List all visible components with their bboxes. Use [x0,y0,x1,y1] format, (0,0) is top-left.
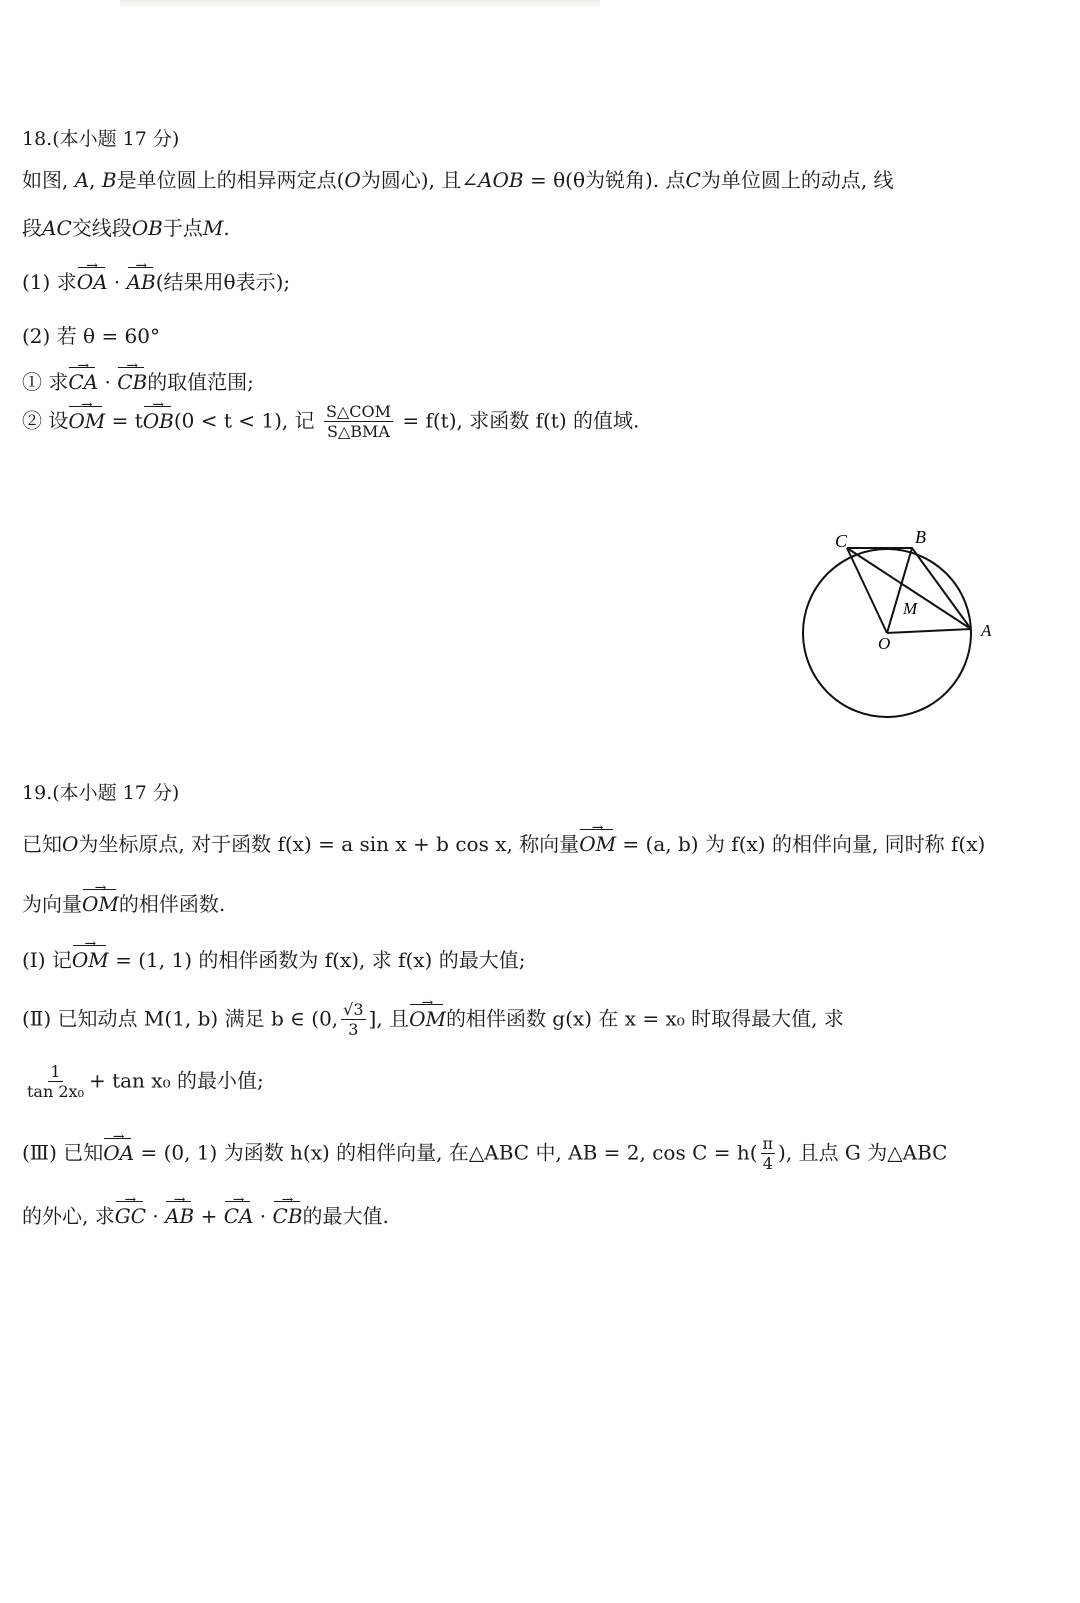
text: (1) 求 [22,270,77,294]
fraction-numerator: S△COM [325,402,391,421]
text: 于点 [162,216,203,240]
text: ② 设 [22,408,69,433]
plus: + [194,1204,224,1228]
text: 为向量 [22,892,82,916]
unit-circle-figure [795,522,1005,722]
label-b: B [915,527,926,547]
text: ① 求 [22,370,69,394]
point-o: O [344,168,361,192]
vector-om: → OM [68,411,105,431]
text: 为坐标原点, 对于函数 f(x) = a sin x + b cos x, 称向量 [78,832,580,856]
one-over-tan-fraction [25,1064,86,1100]
text: . [223,216,230,240]
vector-ca: → CA [68,372,98,392]
text: 已知 [22,832,62,856]
text: ], 且 [368,1006,410,1031]
text: 的相伴函数. [118,892,226,916]
text: (结果用θ表示); [155,270,291,294]
text: (Ⅲ) 已知 [22,1140,104,1165]
vector-om: → OM [409,1009,446,1029]
text: 交线段 [71,216,132,240]
q19-part3 [22,1136,947,1172]
q18-points: (本小题 17 分) [52,128,180,150]
text: 段 [22,216,42,240]
dot: · [253,1204,273,1228]
text: 的相伴函数 g(x) 在 x = x₀ 时取得最大值, 求 [445,1006,844,1031]
angle-aob: AOB [478,168,524,192]
fraction-numerator: √3 [343,1000,364,1019]
q18-sub1 [22,372,254,392]
text: = f(t), 求函数 f(t) 的值域. [395,408,640,433]
text: , [89,168,96,192]
fraction-numerator: 1 [50,1062,61,1081]
point-a: A [74,168,90,192]
text: = (1, 1) 的相伴函数为 f(x), 求 f(x) 的最大值; [108,948,526,972]
text: = (0, 1) 为函数 h(x) 的相伴向量, 在△ABC 中, AB = 2, cos C = h( [134,1140,758,1165]
q19-number: 19. [22,782,53,804]
vector-ca: → CA [224,1206,254,1226]
segment-ob: OB [131,216,163,240]
label-a: A [981,621,992,640]
q19-part1 [22,950,525,970]
text: 为单位圆上的动点, 线 [700,168,894,192]
text: ), 且点 G 为△ABC [778,1140,948,1165]
fraction-denominator: S△BMA [326,422,390,441]
vector-oa: → OA [77,272,108,292]
dot: · [146,1204,166,1228]
area-ratio-fraction [324,404,393,440]
text: 是单位圆上的相异两定点( [116,168,345,192]
q19-heading [22,784,179,803]
q19-points: (本小题 17 分) [52,782,180,804]
text: 的最大值. [302,1204,389,1228]
point-b: B [101,168,117,192]
vector-ob: → OB [143,411,174,431]
q19-stem-line2 [22,894,225,914]
q18-sub2 [22,404,639,440]
text: (0 < t < 1), 记 [173,408,315,433]
dot: · [98,370,118,394]
vector-om: → OM [579,834,616,854]
fraction-denominator: 3 [348,1020,359,1039]
vector-ab: → AB [165,1206,194,1226]
q18-stem-line2 [22,218,230,238]
fraction-denominator: tan 2x₀ [27,1082,84,1101]
fraction-denominator: 4 [762,1154,773,1173]
q18-number: 18. [22,128,53,150]
segment-ac: AC [42,216,72,240]
text: + tan x₀ 的最小值; [88,1068,264,1093]
q18-part2 [22,326,160,346]
dot: · [107,270,127,294]
q18-stem-line1 [22,170,894,190]
point-o: O [62,832,79,856]
segment-oa [887,629,971,633]
sqrt3-over-3-fraction [341,1002,365,1038]
q18-heading [22,130,179,149]
page-top-edge [120,0,600,8]
point-c: C [685,168,701,192]
q19-stem-line1 [22,834,985,854]
text: (Ⅱ) 已知动点 M(1, b) 满足 b ∈ (0, [22,1006,339,1031]
text: (Ⅰ) 记 [22,948,72,972]
figure-svg [795,522,1005,722]
segment-ob [887,548,912,633]
label-o: O [878,634,891,653]
q19-part3-line2 [22,1206,389,1226]
text: = θ(θ为锐角). 点 [523,168,686,192]
text: = t [105,408,143,433]
vector-oa: → OA [103,1143,134,1163]
text: 为圆心), 且∠ [360,168,479,192]
text: 如图, [22,168,69,192]
q18-part1 [22,272,290,292]
text: (2) 若 θ = 60° [22,324,161,348]
text: 的外心, 求 [22,1204,115,1228]
q19-part2 [22,1002,844,1038]
label-c: C [835,531,848,551]
vector-ab: → AB [127,272,156,292]
text: 的取值范围; [147,370,254,394]
vector-cb: → CB [117,372,147,392]
vector-om: → OM [72,950,109,970]
label-m: M [903,599,918,618]
pi-over-4-fraction [761,1136,776,1172]
text: = (a, b) 为 f(x) 的相伴向量, 同时称 f(x) [616,832,986,856]
q19-part2-expression [22,1064,264,1100]
vector-cb: → CB [273,1206,303,1226]
point-m: M [202,216,224,240]
fraction-numerator: π [762,1134,774,1153]
vector-gc: → GC [115,1206,146,1226]
vector-om: → OM [82,894,119,914]
